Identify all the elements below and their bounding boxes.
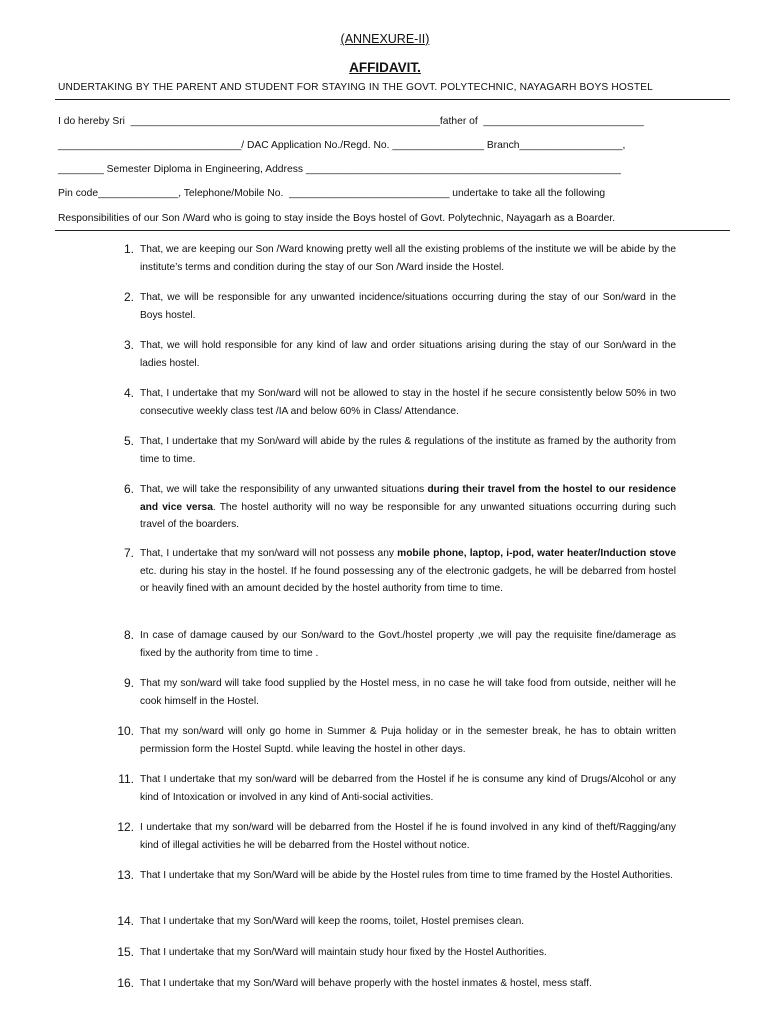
item-text: That, we will hold responsible for any kind of law and order situations arising during the stay of our Son/ward in the ladies hostel. bbox=[140, 340, 676, 369]
form-divider bbox=[55, 230, 730, 231]
form-line-address: ________ Semester Diploma in Engineering, Address _______________________________________________________ bbox=[58, 164, 621, 175]
item-text-part: That, I undertake that my son/ward will not possess any bbox=[140, 548, 398, 559]
top-divider bbox=[55, 99, 730, 100]
form-line-registration: ________________________________/ DAC Application No./Regd. No. ________________ Branch__________________, bbox=[58, 140, 626, 151]
item-number: 15. bbox=[117, 945, 134, 959]
item-text: That I undertake that my Son/Ward will behave properly with the hostel inmates & hostel, mess staff. bbox=[140, 978, 592, 989]
page-title: AFFIDAVIT. bbox=[349, 60, 421, 75]
item-number: 1. bbox=[123, 242, 134, 256]
item-text: That my son/ward will only go home in Summer & Puja holiday or in the semester break, he has to obtain written permission form the Hostel Suptd. while leaving the hostel in other days. bbox=[140, 726, 676, 755]
item-text-part: etc. during his stay in the hostel. If he found possessing any of the electronic gadgets, he will be debarred from hostel or heavily fined with an amount decided by the hostel authority from time to time. bbox=[140, 565, 676, 594]
item-number: 16. bbox=[117, 976, 134, 990]
item-text: That, I undertake that my Son/ward will not be allowed to stay in the hostel if he secure consistently below 50% in two consecutive weekly class test /IA and below 60% in Class/ Attendance. bbox=[140, 388, 676, 417]
item-number: 2. bbox=[123, 290, 134, 304]
item-text-emphasis: during their travel from the hostel to our residence and vice versa bbox=[140, 484, 677, 513]
item-text: That my son/ward will take food supplied by the Hostel mess, in no case he will take food from outside, neither will he cook himself in the Hostel. bbox=[140, 678, 676, 707]
item-number: 5. bbox=[123, 434, 134, 448]
form-line-name: I do hereby Sri ______________________________________________________father of ____________________________ bbox=[58, 116, 644, 127]
item-number: 8. bbox=[123, 628, 134, 642]
item-number: 9. bbox=[123, 676, 134, 690]
item-text bbox=[140, 545, 676, 598]
item-text: That I undertake that my son/ward will be debarred from the Hostel if he is consume any kind of Drugs/Alcohol or any kind of Intoxication or involved in any kind of Anti-social activities. bbox=[140, 774, 676, 803]
item-text-emphasis: mobile phone, laptop, i-pod, water heater/Induction stove bbox=[397, 548, 676, 559]
item-text: That I undertake that my Son/Ward will keep the rooms, toilet, Hostel premises clean. bbox=[140, 916, 525, 927]
item-number: 10. bbox=[117, 724, 134, 738]
item-number: 14. bbox=[117, 914, 134, 928]
item-text: That I undertake that my Son/Ward will be abide by the Hostel rules from time to time framed by the Hostel Authorities. bbox=[140, 870, 674, 881]
document-subtitle: UNDERTAKING BY THE PARENT AND STUDENT FOR STAYING IN THE GOVT. POLYTECHNIC, NAYAGARH BOYS HOSTEL bbox=[58, 82, 653, 93]
item-text: That, we are keeping our Son /Ward knowing pretty well all the existing problems of the institute we will be abide by the institute’s terms and condition during the stay of our Son /Ward inside the Hostel. bbox=[140, 244, 676, 273]
item-number: 7. bbox=[123, 546, 134, 560]
item-text-part: That, we will take the responsibility of any unwanted situations bbox=[140, 484, 428, 495]
item-text: That I undertake that my Son/Ward will maintain study hour fixed by the Hostel Authorities. bbox=[140, 947, 547, 958]
form-line-contact: Pin code______________, Telephone/Mobile No. ____________________________ undertake to take all the following bbox=[58, 188, 606, 199]
item-text: That, I undertake that my Son/ward will abide by the rules & regulations of the institute as framed by the authority from time to time. bbox=[140, 436, 676, 465]
item-number: 12. bbox=[117, 820, 134, 834]
item-number: 11. bbox=[118, 772, 134, 786]
item-text-part: . The hostel authority will no way be responsible for any unwanted situations occurring during such travel of the boarders. bbox=[140, 501, 677, 530]
item-text: That, we will be responsible for any unwanted incidence/situations occurring during the stay of our Son/ward in the Boys hostel. bbox=[140, 292, 676, 321]
item-number: 6. bbox=[123, 482, 134, 496]
item-text bbox=[140, 481, 676, 534]
item-number: 3. bbox=[123, 338, 134, 352]
item-number: 13. bbox=[117, 868, 134, 882]
form-line-responsibilities: Responsibilities of our Son /Ward who is going to stay inside the Boys hostel of Govt. Polytechnic, Nayagarh as a Boarder. bbox=[58, 213, 616, 224]
item-text: In case of damage caused by our Son/ward to the Govt./hostel property ,we will pay the requisite fine/damerage as fixed by the authority from time to time . bbox=[140, 630, 676, 659]
item-number: 4. bbox=[123, 386, 134, 400]
item-text: I undertake that my son/ward will be debarred from the Hostel if he is found involved in any kind of theft/Ragging/any kind of illegal activities he will be debarred from the Hostel without notice. bbox=[140, 822, 676, 851]
annexure-label: (ANNEXURE-II) bbox=[340, 32, 430, 46]
